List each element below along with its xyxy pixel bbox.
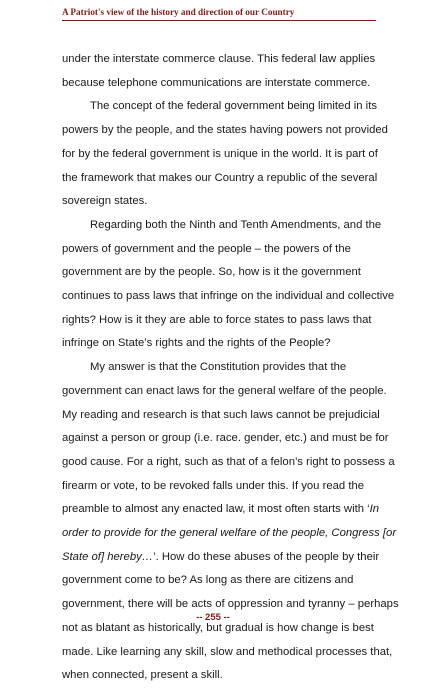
text-line: government, there will be acts of oppression and tyranny – perhaps bbox=[62, 598, 399, 611]
text-line: The concept of the federal government being limited in its bbox=[90, 100, 377, 113]
text-line: rights? How is it they are able to force states to pass laws that bbox=[62, 313, 372, 326]
text-line: infringe on State’s rights and the rights of the People? bbox=[62, 337, 331, 350]
running-header: A Patriot's view of the history and direction of our Country bbox=[62, 7, 295, 17]
text-line bbox=[62, 546, 386, 570]
text-line: good cause. For a right, such as that of a felon’s right to possess a bbox=[62, 455, 395, 468]
italic-text: In bbox=[369, 503, 380, 516]
text-line: made. Like learning any skill, slow and methodical processes that, bbox=[62, 645, 393, 658]
text-line: the framework that makes our Country a republic of the several bbox=[62, 171, 378, 184]
text-line: under the interstate commerce clause. This federal law applies bbox=[62, 53, 376, 65]
text-line: Regarding both the Ninth and Tenth Amendments, and the bbox=[90, 218, 382, 231]
header-rule bbox=[62, 20, 376, 21]
text-line: for by the federal government is unique in the world. It is part of bbox=[62, 147, 378, 160]
text-line: My reading and research is that such laws cannot be prejudicial bbox=[62, 408, 380, 421]
text-line: My answer is that the Constitution provides that the bbox=[90, 361, 347, 374]
paragraph-1 bbox=[62, 48, 386, 95]
text-line: when connected, present a skill. bbox=[62, 669, 223, 682]
paragraph-3 bbox=[62, 214, 395, 356]
text-run: ’. How do these abuses of the people by their bbox=[153, 550, 380, 563]
text-line: because telephone communications are interstate commerce. bbox=[62, 76, 371, 89]
italic-text: State of] hereby… bbox=[62, 550, 154, 563]
text-line: not as blatant as historically, but gradual is how change is best bbox=[62, 621, 374, 634]
text-line: firearm or vote, to be revoked falls under this. If you read the bbox=[62, 479, 365, 492]
paragraph-4 bbox=[62, 356, 399, 688]
text-line: government are by the people. So, how is it the government bbox=[62, 266, 361, 279]
text-line: sovereign states. bbox=[62, 195, 148, 208]
page-number: -- 255 -- bbox=[196, 612, 230, 623]
italic-text-line: order to provide for the general welfare of the people, Congress [or bbox=[62, 527, 397, 540]
text-line: powers by the people, and the states having powers not provided bbox=[62, 124, 388, 137]
text-line: government come to be? As long as there are citizens and bbox=[62, 574, 354, 587]
text-line: continues to pass laws that infringe on the individual and collective bbox=[62, 290, 395, 303]
text-run: preamble to almost any enacted law, it most often starts with ‘ bbox=[62, 503, 370, 516]
text-line: government can enact laws for the general welfare of the people. bbox=[62, 384, 387, 397]
text-line bbox=[62, 498, 386, 522]
paragraph-2 bbox=[62, 95, 386, 214]
text-line: against a person or group (i.e. race. gender, etc.) and must be for bbox=[62, 432, 389, 445]
text-line: powers of government and the people – the powers of the bbox=[62, 242, 351, 255]
body-text bbox=[62, 48, 399, 688]
